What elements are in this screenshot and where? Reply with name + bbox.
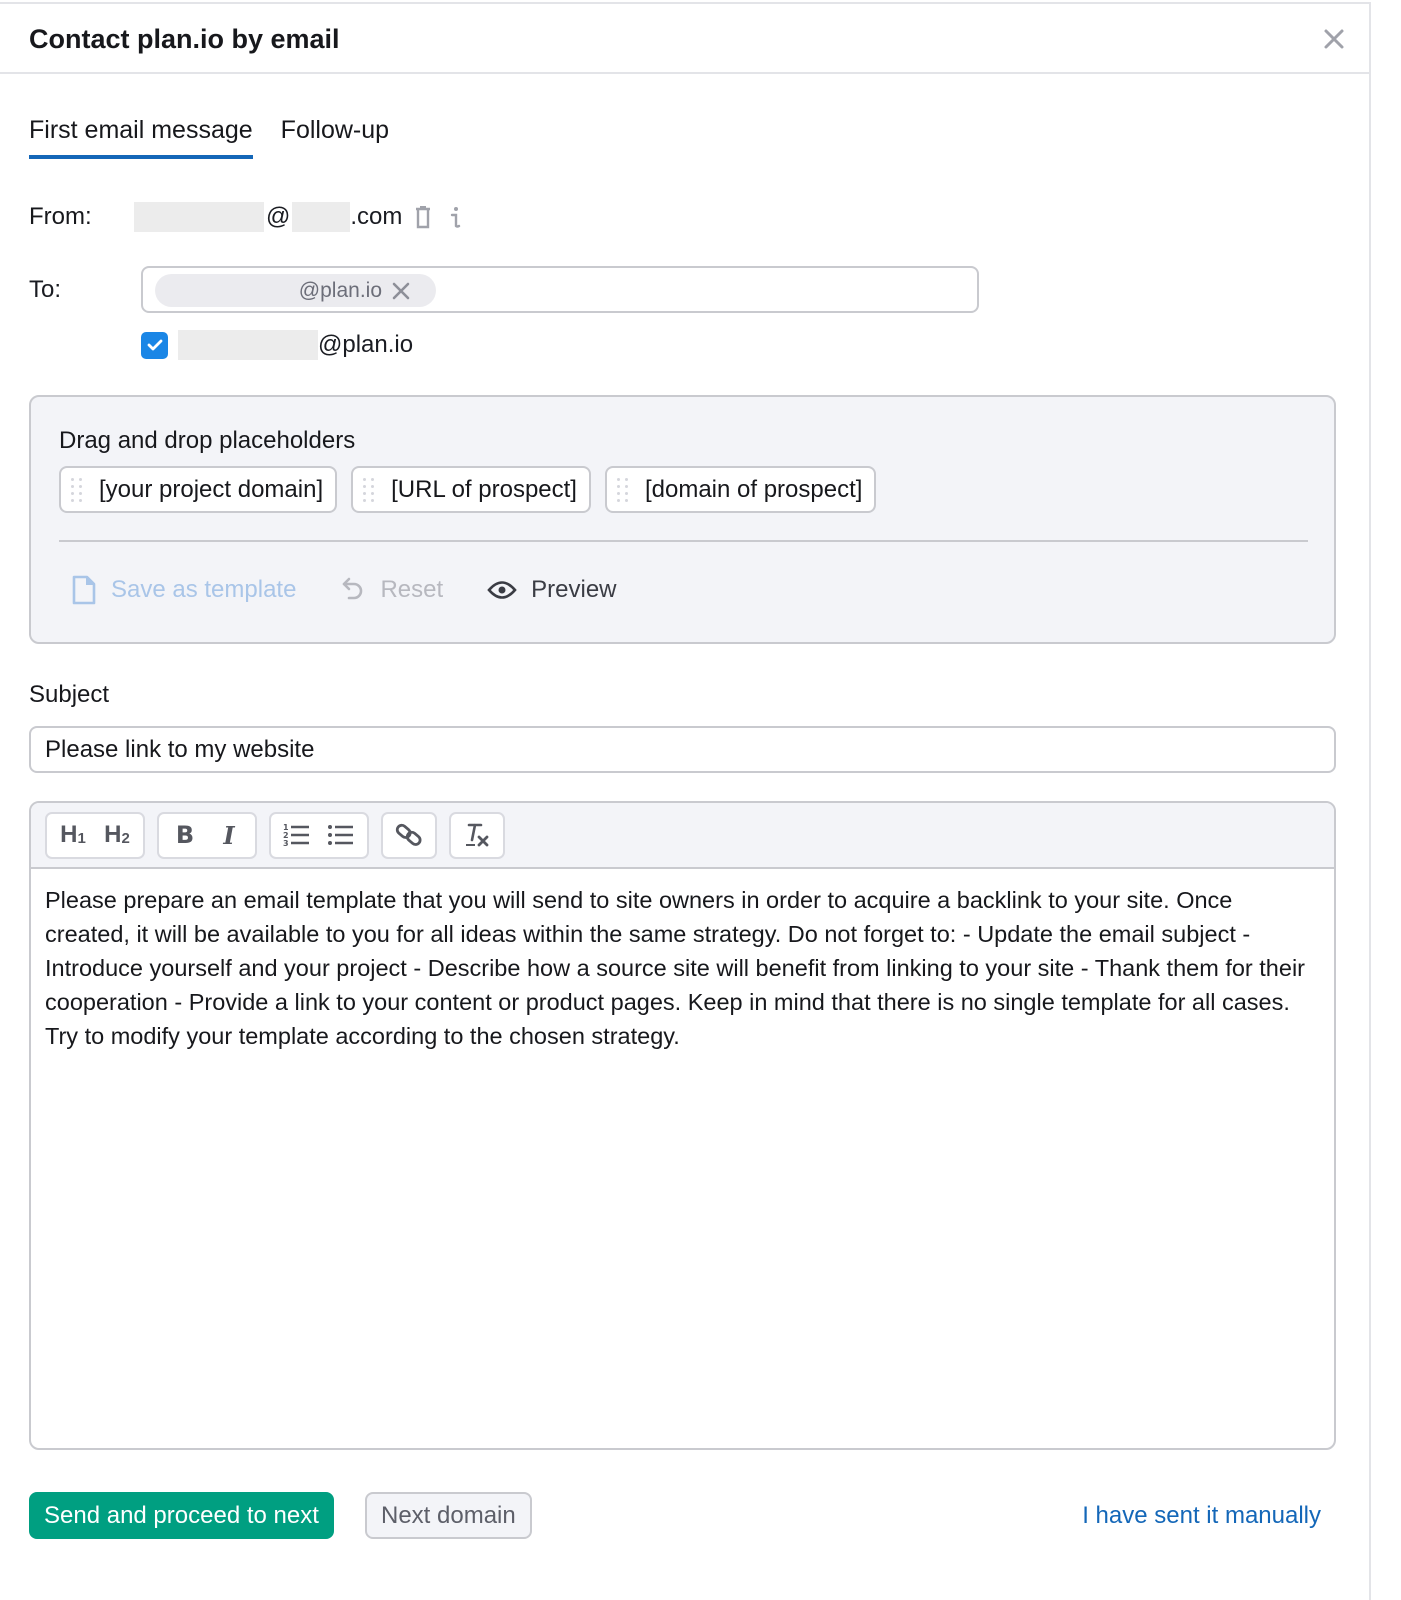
info-icon[interactable] [448,204,462,230]
preview-button[interactable] [487,576,616,604]
list-group [269,812,369,859]
placeholder-url-of-prospect[interactable] [351,466,591,513]
email-body-text[interactable]: Please prepare an email template that you will send to site owners in order to acquire a backlink to your site. Once created, it will be available to you for all ideas within the same strategy. Do not forget to: - Update the email subject - Introduce yourself and your project - Describe how a source site will benefit from linking to your site - Thank them for their cooperation - Provide a link to your content or product pages. Keep in mind that there is no single template for all cases. Try to modify your template according to the chosen strategy. [45,887,1305,1049]
redacted-domain [292,202,350,232]
drag-handle-icon[interactable] [71,471,85,509]
tab-follow-up[interactable]: Follow-up [280,116,390,144]
close-button[interactable] [1319,24,1349,54]
from-label: From: [29,203,92,230]
placeholder-label: [URL of prospect] [391,475,577,503]
dialog-footer [29,1492,1321,1539]
tab-first-email[interactable]: First email message [29,116,253,159]
contact-email-dialog [0,2,1371,1600]
redacted-username [134,202,264,232]
trash-icon[interactable] [412,204,434,230]
placeholder-label: [your project domain] [99,475,324,503]
placeholder-domain-of-prospect[interactable] [605,466,876,513]
placeholders-title: Drag and drop placeholders [59,427,356,454]
ordered-list-icon [283,822,311,848]
link-icon [395,821,423,849]
to-label: To: [29,276,62,303]
divider [59,540,1308,542]
clear-formatting-icon [463,821,491,849]
undo-icon [340,575,366,605]
dialog-title: Contact plan.io by email [29,24,340,54]
heading-2-sub: 2 [121,829,130,847]
sent-manually-link[interactable]: I have sent it manually [1082,1502,1321,1529]
format-group [157,812,257,859]
redacted-recipient [178,330,318,360]
close-icon [392,282,410,300]
drag-handle-icon[interactable] [363,471,377,509]
link-button[interactable] [389,815,429,855]
send-and-proceed-button[interactable]: Send and proceed to next [29,1492,334,1539]
recipient-suffix: @plan.io [318,331,414,358]
heading-2-icon: H [104,821,122,848]
save-as-template-label: Save as template [111,576,297,603]
email-body-editor [29,801,1336,1450]
recipient-chip [155,274,436,307]
italic-button[interactable] [209,815,249,855]
heading-1-button[interactable] [53,815,93,855]
tab-bar [29,116,389,159]
dialog-header [0,4,1369,74]
eye-icon [487,579,517,601]
clear-group [449,812,505,859]
reset-label: Reset [380,576,444,603]
next-domain-button[interactable]: Next domain [365,1492,532,1539]
save-as-template-button[interactable] [71,575,296,605]
preview-label: Preview [531,576,617,603]
from-domain-suffix: .com [350,203,403,230]
link-group [381,812,437,859]
svg-text:1: 1 [283,823,289,832]
placeholders-panel [29,395,1336,644]
to-recipients-input[interactable] [141,266,979,313]
drag-handle-icon[interactable] [617,471,631,509]
close-icon [1319,24,1349,54]
document-icon [71,575,97,605]
placeholder-label: [domain of prospect] [644,475,863,503]
heading-2-button[interactable] [97,815,137,855]
recipient-chip-text: @plan.io [298,278,382,302]
svg-text:3: 3 [283,839,289,848]
italic-icon: I [223,820,235,850]
from-row [29,200,462,234]
subject-input[interactable] [29,726,1336,773]
placeholder-your-project-domain[interactable] [59,466,337,513]
recipient-checkbox[interactable] [141,332,168,359]
bold-button[interactable] [165,815,205,855]
remove-recipient-button[interactable] [392,282,410,300]
reset-button[interactable] [340,575,443,605]
bold-icon: B [175,821,195,849]
bullet-list-button[interactable] [321,815,361,855]
heading-group [45,812,145,859]
ordered-list-button[interactable] [277,815,317,855]
bullet-list-icon [327,822,355,848]
recipient-check-row [141,330,413,360]
from-address [134,202,462,232]
editor-toolbar [31,803,1334,869]
heading-1-sub: 1 [77,829,86,847]
svg-text:2: 2 [283,831,289,840]
template-actions [71,575,617,605]
clear-formatting-button[interactable] [457,815,497,855]
heading-1-icon: H [60,821,78,848]
placeholder-list [59,466,876,513]
subject-label: Subject [29,681,110,708]
from-at: @ [266,203,291,230]
checkmark-icon [147,338,163,352]
